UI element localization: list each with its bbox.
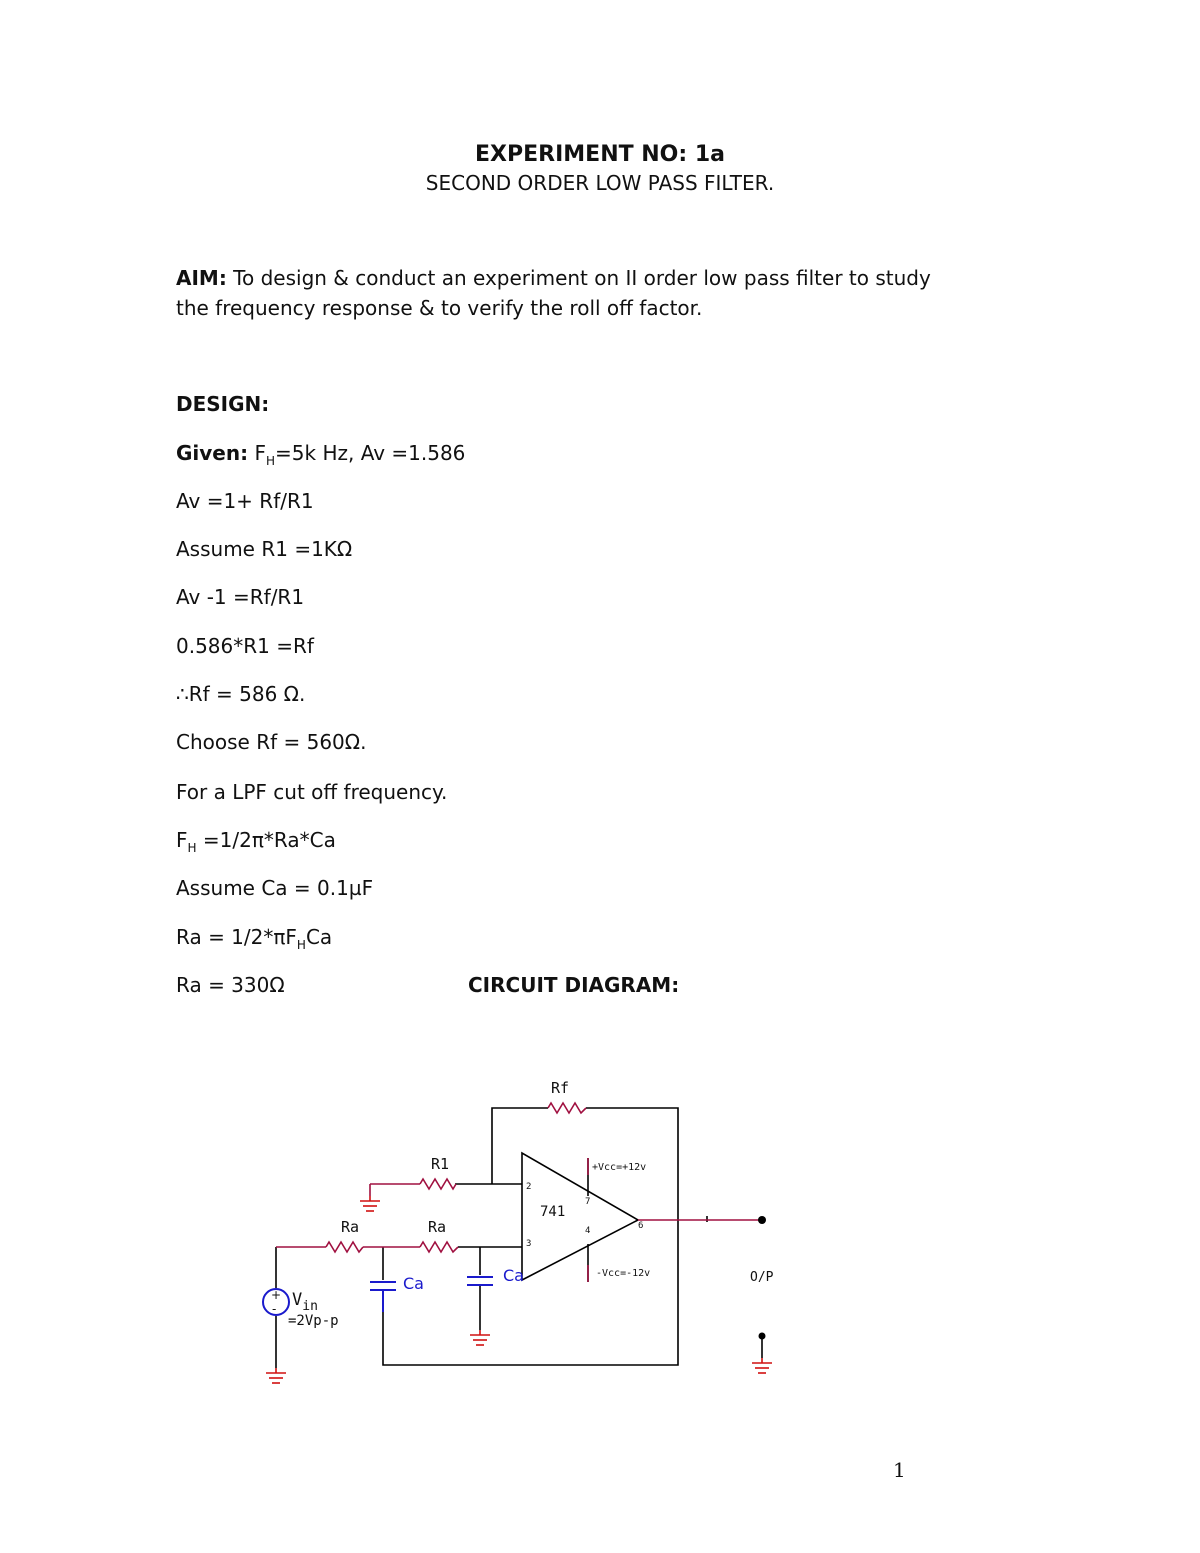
vin-plus-icon: + (271, 1288, 282, 1302)
label-vcc-pos: +Vcc=+12v (592, 1162, 647, 1173)
given-sub: H (265, 454, 276, 468)
label-vin-main: V (292, 1290, 303, 1310)
output-ground-terminal (759, 1333, 766, 1340)
resistor-ra2 (420, 1242, 458, 1252)
label-opamp: 741 (540, 1204, 566, 1220)
label-ra2: Ra (428, 1218, 447, 1236)
design-line-3: Av -1 =Rf/R1 (176, 585, 305, 609)
given-post: =5k Hz, Av =1.586 (275, 441, 466, 465)
label-rf: Rf (551, 1079, 570, 1097)
fh-post: =1/2π*Ra*Ca (196, 828, 336, 852)
design-line-4: 0.586*R1 =Rf (176, 634, 314, 658)
wires (276, 1108, 762, 1368)
ra-sub: H (296, 938, 306, 952)
label-vin (292, 1290, 318, 1314)
experiment-subtitle: SECOND ORDER LOW PASS FILTER. (425, 171, 775, 195)
vin-minus-icon: - (272, 1302, 277, 1316)
label-r1: R1 (431, 1155, 450, 1173)
design-line-2: Assume R1 =1KΩ (176, 537, 353, 561)
ra-pre: Ra = 1/2*πF (176, 925, 297, 949)
fh-pre: F (176, 828, 188, 852)
label-ca2: Ca (503, 1266, 524, 1285)
design-line-5: ∴Rf = 586 Ω. (176, 682, 306, 706)
label-pin2: 2 (526, 1182, 532, 1192)
assume-ca: Assume Ca = 0.1µF (176, 876, 374, 900)
fh-sub: H (187, 841, 197, 855)
label-vin-sub: in (302, 1299, 318, 1314)
label-pin4: 4 (585, 1226, 591, 1236)
output-terminal (758, 1216, 766, 1224)
label-vin-amplitude: =2Vp-p (288, 1313, 339, 1329)
resistor-ra1 (326, 1242, 363, 1252)
design-line-6: Choose Rf = 560Ω. (176, 730, 367, 754)
design-heading: DESIGN: (176, 392, 270, 416)
aim-label: AIM: (176, 266, 227, 290)
label-ra1: Ra (341, 1218, 360, 1236)
ra-value: Ra = 330Ω (176, 973, 285, 997)
given-label: Given: (176, 441, 249, 465)
label-output: O/P (750, 1270, 774, 1285)
label-pin3: 3 (526, 1239, 532, 1249)
aim-text-1: To design & conduct an experiment on II order low pass filter to study (226, 266, 931, 290)
circuit-diagram-heading: CIRCUIT DIAGRAM: (468, 973, 680, 997)
ra-post: Ca (305, 925, 333, 949)
aim-line-2: the frequency response & to verify the roll off factor. (176, 296, 703, 320)
resistor-rf (548, 1103, 586, 1113)
experiment-title: EXPERIMENT NO: 1a (475, 142, 725, 167)
label-ca1: Ca (403, 1274, 424, 1293)
design-line-1: Av =1+ Rf/R1 (176, 489, 314, 513)
page-number: 1 (893, 1458, 906, 1482)
capacitors (370, 1277, 493, 1312)
given-pre: F (248, 441, 266, 465)
label-pin6: 6 (638, 1221, 644, 1231)
label-pin7: 7 (585, 1197, 591, 1207)
resistor-r1 (420, 1179, 456, 1189)
label-vcc-neg: -Vcc=-12v (596, 1268, 651, 1279)
design-line-7: For a LPF cut off frequency. (176, 780, 448, 804)
